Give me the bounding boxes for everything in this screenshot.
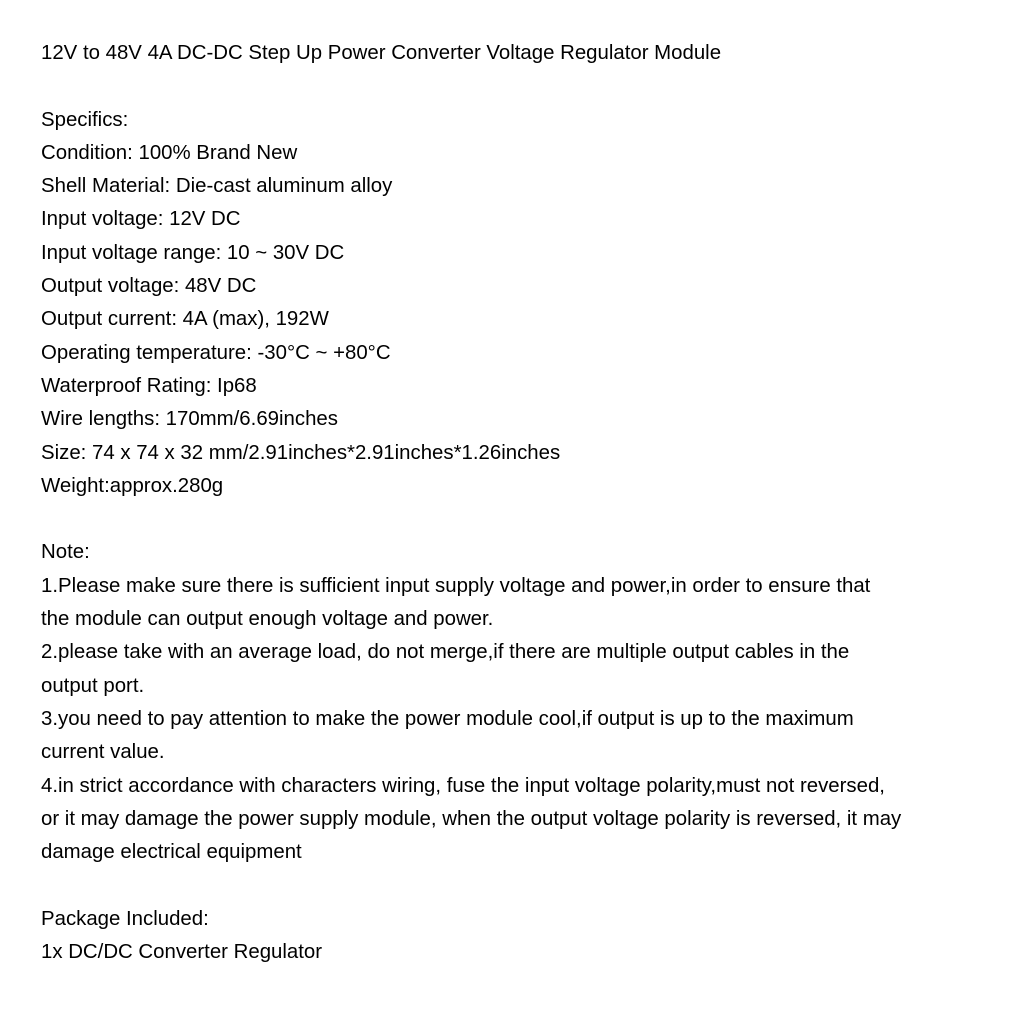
- note-3-line-2: current value.: [41, 741, 165, 764]
- spec-input-voltage-range: Input voltage range: 10 ~ 30V DC: [41, 241, 345, 264]
- spacer: [41, 70, 1001, 103]
- spec-condition: Condition: 100% Brand New: [41, 141, 298, 164]
- note-4-line-1: 4.in strict accordance with characters wiring, fuse the input voltage polarity,must not reversed,: [41, 774, 885, 797]
- note-3-line-1: 3.you need to pay attention to make the power module cool,if output is up to the maximum: [41, 707, 854, 730]
- package-heading: Package Included:: [41, 907, 209, 930]
- spec-wire-lengths: Wire lengths: 170mm/6.69inches: [41, 408, 338, 431]
- spec-output-current: Output current: 4A (max), 192W: [41, 308, 329, 331]
- spacer: [41, 503, 1001, 536]
- spec-output-voltage: Output voltage: 48V DC: [41, 275, 257, 298]
- note-heading: Note:: [41, 541, 90, 564]
- note-1-line-2: the module can output enough voltage and power.: [41, 608, 494, 631]
- spec-input-voltage: Input voltage: 12V DC: [41, 208, 241, 231]
- spec-weight: Weight:approx.280g: [41, 474, 224, 497]
- specifics-heading: Specifics:: [41, 108, 129, 131]
- note-4-line-2: or it may damage the power supply module, when the output voltage polarity is reversed, it may: [41, 807, 902, 830]
- note-4-line-3: damage electrical equipment: [41, 841, 302, 864]
- package-item: 1x DC/DC Converter Regulator: [41, 941, 323, 964]
- product-title: 12V to 48V 4A DC-DC Step Up Power Converter Voltage Regulator Module: [41, 42, 722, 64]
- spec-operating-temperature: Operating temperature: -30°C ~ +80°C: [41, 341, 391, 364]
- note-2-line-1: 2.please take with an average load, do not merge,if there are multiple output cables in the: [41, 641, 850, 664]
- spacer: [41, 869, 1001, 902]
- spec-size: Size: 74 x 74 x 32 mm/2.91inches*2.91inches*1.26inches: [41, 441, 561, 464]
- note-1-line-1: 1.Please make sure there is sufficient input supply voltage and power,in order to ensure that: [41, 574, 871, 597]
- product-description: [41, 37, 1001, 969]
- spec-shell-material: Shell Material: Die-cast aluminum alloy: [41, 175, 393, 198]
- note-2-line-2: output port.: [41, 674, 145, 697]
- spec-waterproof-rating: Waterproof Rating: Ip68: [41, 374, 257, 397]
